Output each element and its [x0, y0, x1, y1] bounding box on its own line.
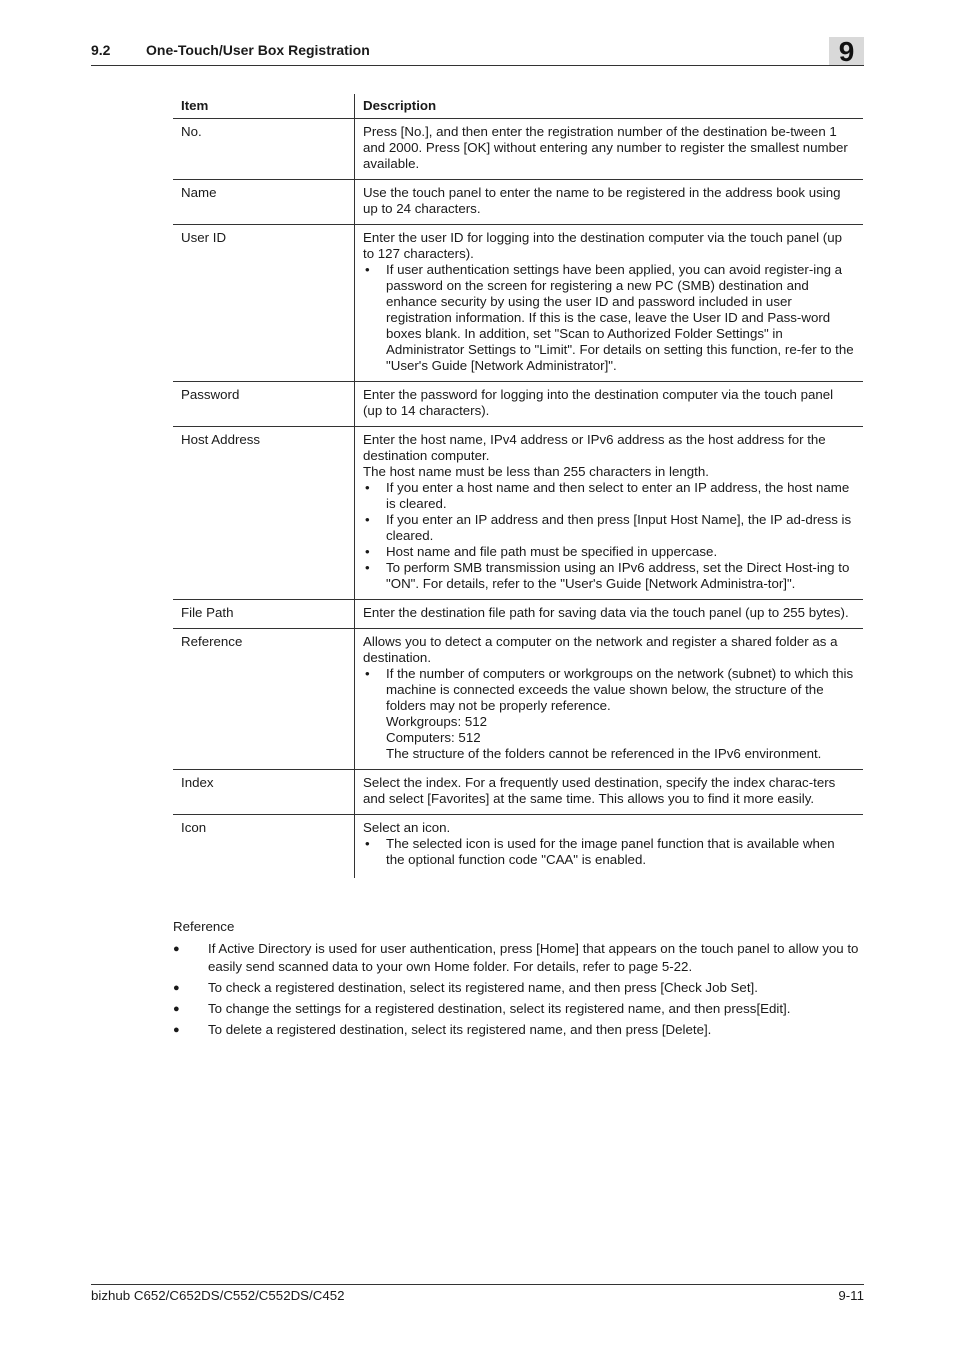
description-cell — [355, 225, 864, 382]
description-line: Use the touch panel to enter the name to be registered in the address book using up to 24 characters. — [363, 185, 841, 216]
table-header-row — [173, 94, 863, 119]
description-line: Workgroups: 512 — [386, 714, 488, 729]
description-cell — [355, 629, 864, 770]
bullet-line: • If you enter an IP address and then press [Input Host Name], the IP ad-dress is cleared. — [363, 512, 855, 544]
item-cell: Reference — [173, 629, 355, 770]
table-row — [173, 629, 863, 770]
table-row — [173, 382, 863, 427]
description-cell — [355, 600, 864, 629]
table-row — [173, 770, 863, 815]
item-cell: Name — [173, 180, 355, 225]
chapter-badge: 9 — [829, 37, 864, 65]
bullet-line: • Host name and file path must be specified in uppercase. — [363, 544, 855, 560]
reference-item-text: To change the settings for a registered destination, select its registered name, and then press[Edit]. — [208, 1001, 791, 1016]
item-cell: User ID — [173, 225, 355, 382]
list-item — [173, 940, 865, 976]
page-number: 9-11 — [838, 1288, 864, 1303]
description-cell — [355, 180, 864, 225]
table-row — [173, 600, 863, 629]
bullet-line: • If the number of computers or workgroups on the network (subnet) to which this machine is connected exceeds the value shown below, the structure of the folders may not be properly reference. — [363, 666, 855, 714]
bullet-line: • If user authentication settings have been applied, you can avoid register-ing a password on the screen for registering a new PC (SMB) destination and enhance security by using the user ID and password included in user registration information. If this is the case, leave the User ID and Pass-word boxes blank. In addition, set "Scan to Authorized Folder Settings" in Administrator Settings to "Limit". For details on setting this function, re-fer to the "User's Guide [Network Administrator]". — [363, 262, 855, 374]
list-item — [173, 1000, 865, 1018]
bullet-line: • The selected icon is used for the image panel function that is available when the optional function code "CAA" is enabled. — [363, 836, 855, 868]
description-line: Enter the password for logging into the destination computer via the touch panel (up to 14 characters). — [363, 387, 834, 418]
bullet-dot-icon: ● — [173, 1003, 180, 1015]
description-line: The host name must be less than 255 characters in length. — [363, 464, 709, 479]
reference-item-text: If Active Directory is used for user authentication, press [Home] that appears on the touch panel to allow you to easily send scanned data to your own Home folder. For details, refer to page 5-22. — [208, 941, 859, 974]
table-row — [173, 427, 863, 600]
item-cell: File Path — [173, 600, 355, 629]
section-title: One-Touch/User Box Registration — [146, 42, 370, 58]
description-line: Select an icon. — [363, 820, 451, 835]
table-row — [173, 119, 863, 180]
table-row — [173, 225, 863, 382]
description-cell — [355, 119, 864, 180]
table-row — [173, 180, 863, 225]
reference-label: Reference — [173, 919, 235, 934]
table-row — [173, 815, 863, 879]
description-line: Enter the destination file path for saving data via the touch panel (up to 255 bytes). — [363, 605, 849, 620]
page-header — [91, 40, 864, 66]
bullet-dot-icon: ● — [173, 982, 180, 994]
section-number: 9.2 — [91, 42, 111, 58]
description-line: Press [No.], and then enter the registration number of the destination be-tween 1 and 2000. Press [OK] without entering any number to register the smallest number available. — [363, 124, 848, 171]
description-line: Select the index. For a frequently used destination, specify the index charac-ters and select [Favorites] at the same time. This allows you to find it more easily. — [363, 775, 836, 806]
item-cell: Index — [173, 770, 355, 815]
reference-list — [173, 940, 865, 1042]
reference-item-text: To delete a registered destination, select its registered name, and then press [Delete]. — [208, 1022, 712, 1037]
description-cell — [355, 382, 864, 427]
description-cell — [355, 427, 864, 600]
bullet-dot-icon: ● — [173, 943, 180, 955]
description-line: The structure of the folders cannot be referenced in the IPv6 environment. — [386, 746, 822, 761]
table-body — [173, 119, 863, 879]
description-line: Enter the user ID for logging into the destination computer via the touch panel (up to 127 characters). — [363, 230, 842, 261]
item-cell: Host Address — [173, 427, 355, 600]
bullet-dot-icon: ● — [173, 1024, 180, 1036]
bullet-line: • To perform SMB transmission using an IPv6 address, set the Direct Host-ing to "ON". For details, refer to the "User's Guide [Network Administra-tor]". — [363, 560, 855, 592]
page-footer — [91, 1284, 864, 1303]
description-cell — [355, 770, 864, 815]
description-cell — [355, 815, 864, 879]
item-cell: Password — [173, 382, 355, 427]
model-name: bizhub C652/C652DS/C552/C552DS/C452 — [91, 1288, 345, 1303]
list-item — [173, 979, 865, 997]
reference-item-text: To check a registered destination, select its registered name, and then press [Check Job Set]. — [208, 980, 758, 995]
description-line: Enter the host name, IPv4 address or IPv6 address as the host address for the destination computer. — [363, 432, 826, 463]
list-item — [173, 1021, 865, 1039]
description-line: Allows you to detect a computer on the network and register a shared folder as a destination. — [363, 634, 838, 665]
item-cell: Icon — [173, 815, 355, 879]
item-description-table — [173, 94, 863, 878]
description-line: Computers: 512 — [386, 730, 481, 745]
column-header-item: Item — [173, 94, 355, 119]
column-header-description: Description — [355, 94, 864, 119]
item-cell: No. — [173, 119, 355, 180]
bullet-line: • If you enter a host name and then select to enter an IP address, the host name is cleared. — [363, 480, 855, 512]
